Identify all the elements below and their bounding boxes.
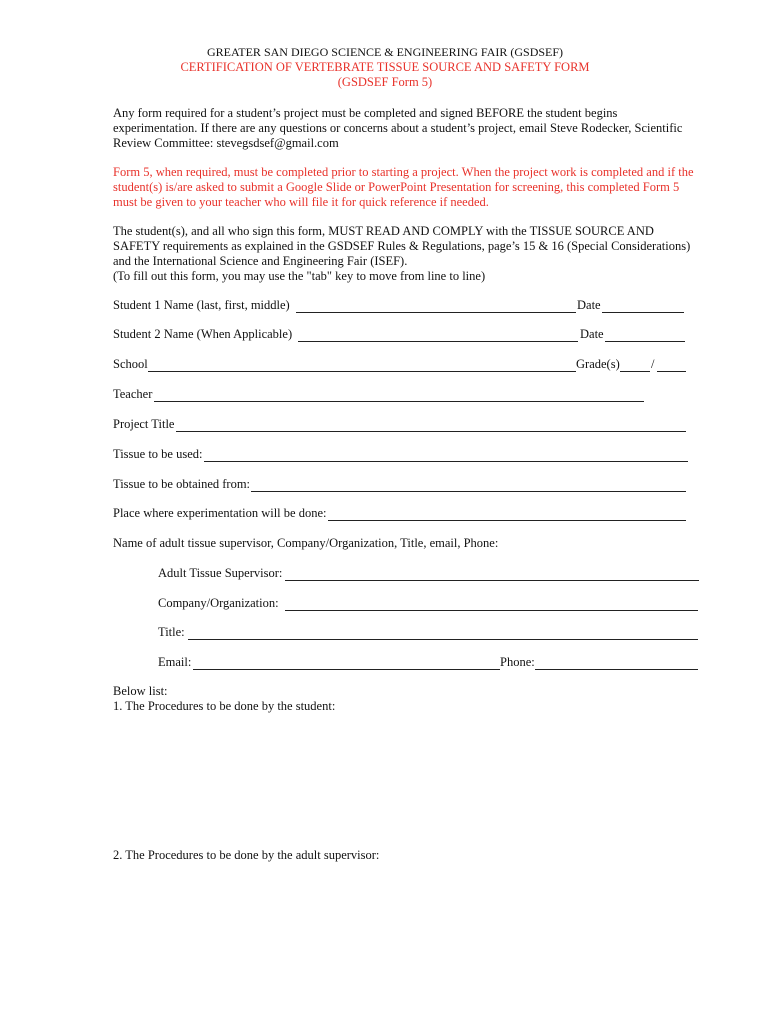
email-label: Email: (158, 655, 192, 669)
adult-supervisor-field[interactable] (285, 580, 699, 581)
phone-field[interactable] (535, 669, 698, 670)
adult-procedures-area[interactable] (113, 867, 703, 997)
tissue-obtained-label: Tissue to be obtained from: (113, 477, 251, 491)
notice-line: Form 5, when required, must be completed prior to starting a project. When the project work is completed and if the (113, 165, 694, 179)
email-field[interactable] (193, 669, 500, 670)
intro-line: Any form required for a student’s project must be completed and signed BEFORE the student begins (113, 106, 618, 120)
rules-line: The student(s), and all who sign this form, MUST READ AND COMPLY with the TISSUE SOURCE AND (113, 224, 654, 238)
notice-line: student(s) is/are asked to submit a Google Slide or PowerPoint Presentation for screening, this completed Form 5 (113, 180, 680, 194)
project-title-field[interactable] (176, 431, 686, 432)
company-field[interactable] (285, 610, 698, 611)
student2-name-label: Student 2 Name (When Applicable) (113, 327, 293, 341)
title-label: Title: (158, 625, 185, 639)
notice-paragraph (113, 165, 713, 210)
phone-label: Phone: (500, 655, 535, 669)
intro-paragraph (113, 106, 708, 151)
teacher-field[interactable] (154, 401, 644, 402)
place-field[interactable] (328, 520, 686, 521)
date2-label: Date (580, 327, 604, 341)
below-list-label: Below list: (113, 684, 168, 698)
supervisor-heading: Name of adult tissue supervisor, Company/Organization, Title, email, Phone: (113, 536, 499, 550)
rules-line: and the International Science and Engineering Fair (ISEF). (113, 254, 408, 268)
grade-separator: / (651, 357, 655, 371)
form-id: (GSDSEF Form 5) (337, 75, 433, 89)
school-field[interactable] (148, 371, 576, 372)
student2-name-field[interactable] (298, 341, 578, 342)
tissue-used-label: Tissue to be used: (113, 447, 203, 461)
adult-procedures-label: 2. The Procedures to be done by the adult supervisor: (113, 848, 380, 862)
date2-field[interactable] (605, 341, 685, 342)
grade-field-1[interactable] (620, 371, 650, 372)
grades-label: Grade(s) (576, 357, 620, 371)
tissue-obtained-field[interactable] (251, 491, 686, 492)
intro-line: Review Committee: stevegsdsef@gmail.com (113, 136, 339, 150)
student-procedures-area[interactable] (113, 718, 703, 838)
adult-supervisor-label: Adult Tissue Supervisor: (158, 566, 283, 580)
place-label: Place where experimentation will be done: (113, 506, 327, 520)
school-label: School (113, 357, 148, 371)
rules-line: SAFETY requirements as explained in the GSDSEF Rules & Regulations, page’s 15 & 16 (Special Considerations) (113, 239, 691, 253)
teacher-label: Teacher (113, 387, 153, 401)
rules-line: (To fill out this form, you may use the "tab" key to move from line to line) (113, 269, 486, 283)
date1-field[interactable] (602, 312, 684, 313)
form-title: CERTIFICATION OF VERTEBRATE TISSUE SOURCE AND SAFETY FORM (180, 60, 590, 74)
title-field[interactable] (188, 639, 698, 640)
date1-label: Date (577, 298, 601, 312)
tissue-used-field[interactable] (204, 461, 688, 462)
rules-paragraph (113, 224, 713, 284)
student-procedures-label: 1. The Procedures to be done by the student: (113, 699, 336, 713)
student1-name-field[interactable] (296, 312, 576, 313)
notice-line: must be given to your teacher who will file it for quick reference if needed. (113, 195, 489, 209)
grade-field-2[interactable] (657, 371, 686, 372)
intro-line: experimentation. If there are any questions or concerns about a student’s project, email Steve Rodecker, Scientific (113, 121, 683, 135)
student1-name-label: Student 1 Name (last, first, middle) (113, 298, 290, 312)
org-heading: GREATER SAN DIEGO SCIENCE & ENGINEERING FAIR (GSDSEF) (206, 45, 564, 59)
company-label: Company/Organization: (158, 596, 279, 610)
project-title-label: Project Title (113, 417, 175, 431)
